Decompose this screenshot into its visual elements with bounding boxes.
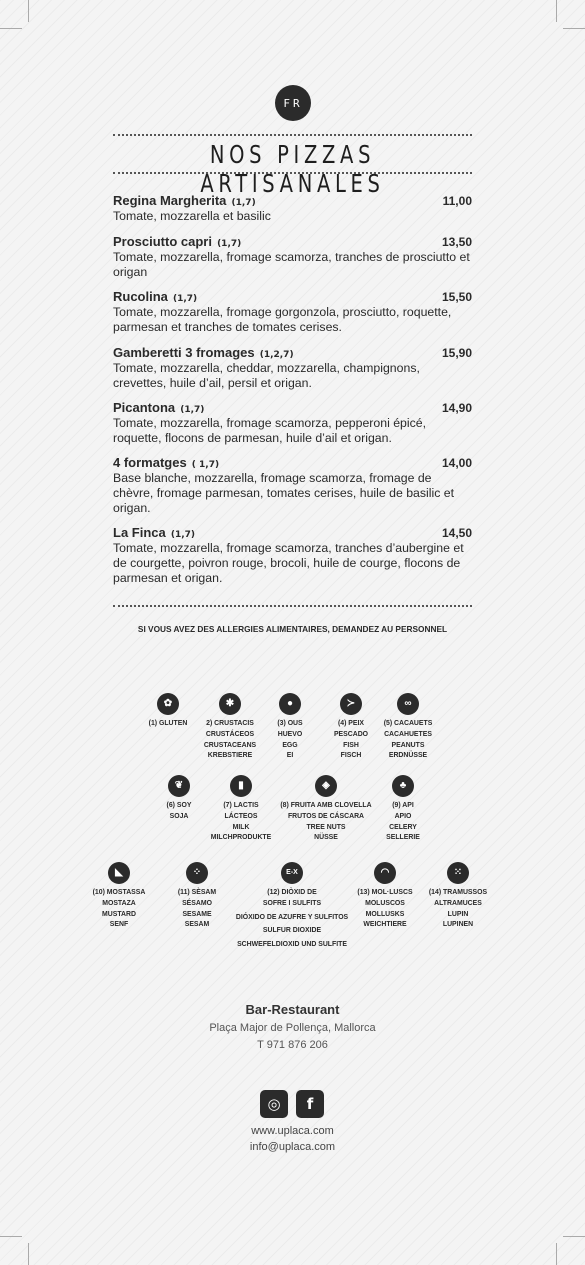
lupin-icon: ⁙ xyxy=(447,862,469,884)
allergen-fish: ≻ (4) PEIX PESCADO FISH FISCH xyxy=(296,693,406,762)
sulphite-icon: E-X xyxy=(281,862,303,884)
item-description: Tomate, mozzarella, fromage scamorza, tranches de prosciutto et origan xyxy=(113,250,470,279)
item-allergens: (1,7) xyxy=(170,530,196,540)
item-allergens: (1,7) xyxy=(231,198,256,208)
sesame-icon: ⁘ xyxy=(186,862,208,884)
item-allergens: ( 1,7) xyxy=(191,460,220,470)
website-link[interactable]: www.uplaca.com xyxy=(251,1125,334,1137)
celery-icon: ♣ xyxy=(392,775,414,797)
soy-icon: ❦ xyxy=(168,775,190,797)
item-allergens: (1,7) xyxy=(217,239,242,249)
crop-mark xyxy=(563,1236,585,1237)
fish-icon: ≻ xyxy=(340,693,362,715)
restaurant-name: Bar-Restaurant xyxy=(245,1002,340,1017)
item-name: Prosciutto capri xyxy=(113,234,212,249)
menu-item xyxy=(113,522,472,586)
item-description: Tomate, mozzarella, fromage scamorza, tranches d’aubergine et de courgette, poivron rouge, brocoli, huile de courge, flocons de parmesan et origan. xyxy=(113,541,464,585)
divider xyxy=(113,172,472,174)
instagram-icon[interactable]: ◎ xyxy=(260,1090,288,1118)
item-allergens: (1,2,7) xyxy=(259,350,294,360)
email-link[interactable]: info@uplaca.com xyxy=(249,1141,336,1153)
item-name: La Finca xyxy=(113,525,166,540)
allergen-tree-nuts: ◈ (8) FRUITA AMB CLOVELLA FRUTOS DE CÁSCARA TREE NUTS NÜSSE xyxy=(266,775,386,844)
allergen-peanuts: ∞ (5) CACAUETS CACAHUETES PEANUTS ERDNÜSSE xyxy=(353,693,463,762)
item-description: Tomate, mozzarella, fromage gorgonzola, prosciutto, roquette, parmesan et tranches de tomates cerises. xyxy=(113,305,452,334)
allergen-mustard: ◣ (10) MOSTASSA MOSTAZA MUSTARD SENF xyxy=(64,862,174,931)
mollusc-icon: ◠ xyxy=(374,862,396,884)
allergen-celery: ♣ (9) API APIO CELERY SELLERIE xyxy=(348,775,458,844)
item-name: Rucolina xyxy=(113,289,168,304)
allergen-lupin: ⁙ (14) TRAMUSSOS ALTRAMUCES LUPIN LUPINEN xyxy=(403,862,513,931)
menu-item xyxy=(113,452,472,516)
item-description: Tomate, mozzarella, fromage scamorza, pepperoni épicé, roquette, flocons de parmesan, huile d’ail et origan. xyxy=(113,416,427,445)
item-price: 14,00 xyxy=(441,456,472,470)
allergen-sulphites: E-X (12) DIÒXID DE SOFRE I SULFITS DIÓXIDO DE AZUFRE Y SULFITOS SULFUR DIOXIDE SCHWEFELDIOXID UND SULFITE xyxy=(222,862,362,951)
item-description: Tomate, mozzarella et basilic xyxy=(113,209,271,223)
milk-icon: ▮ xyxy=(230,775,252,797)
item-allergens: (1,7) xyxy=(180,405,205,415)
crop-mark xyxy=(556,0,557,22)
allergen-molluscs: ◠ (13) MOL·LUSCS MOLUSCOS MOLLUSKS WEICHTIERE xyxy=(330,862,440,931)
item-price: 14,50 xyxy=(441,526,472,540)
mustard-icon: ◣ xyxy=(108,862,130,884)
language-badge: FR xyxy=(275,85,311,121)
crop-mark xyxy=(563,28,585,29)
menu-item xyxy=(113,342,472,391)
item-price: 15,90 xyxy=(441,346,472,360)
egg-icon: ● xyxy=(279,693,301,715)
item-description: Tomate, mozzarella, cheddar, mozzarella, champignons, crevettes, huile d’ail, persil et origan. xyxy=(113,361,420,390)
address: Plaça Major de Pollença, Mallorca xyxy=(209,1022,376,1034)
page-title: NOS PIZZAS ARTISANALES xyxy=(200,140,385,198)
phone: T 971 876 206 xyxy=(257,1039,328,1051)
allergen-gluten: ✿ (1) GLUTEN xyxy=(113,693,223,730)
crop-mark xyxy=(0,1236,22,1237)
allergen-crustaceans: ✱ 2) CRUSTACIS CRUSTÁCEOS CRUSTACEANS KREBSTIERE xyxy=(175,693,285,762)
facebook-icon[interactable]: f xyxy=(296,1090,324,1118)
item-price: 14,90 xyxy=(441,401,472,415)
crop-mark xyxy=(556,1243,557,1265)
divider xyxy=(113,134,472,136)
menu-item xyxy=(113,231,472,280)
menu-item xyxy=(113,286,472,335)
item-name: Picantona xyxy=(113,400,176,415)
item-price: 15,50 xyxy=(441,290,472,304)
item-name: 4 formatges xyxy=(113,455,187,470)
peanut-icon: ∞ xyxy=(397,693,419,715)
allergen-sesame: ⁘ (11) SÈSAM SÉSAMO SESAME SESAM xyxy=(142,862,252,931)
item-price: 13,50 xyxy=(441,235,472,249)
social-links xyxy=(260,1090,324,1118)
item-allergens: (1,7) xyxy=(173,294,198,304)
menu-item xyxy=(113,397,472,446)
allergen-egg: ● (3) OUS HUEVO EGG EI xyxy=(235,693,345,762)
gluten-icon: ✿ xyxy=(157,693,179,715)
menu-item xyxy=(113,190,472,224)
item-description: Base blanche, mozzarella, fromage scamorza, fromage de chèvre, fromage parmesan, tomates cerises, huile de basilic et origan. xyxy=(113,471,455,515)
item-name: Regina Margherita xyxy=(113,193,227,208)
crop-mark xyxy=(28,1243,29,1265)
crop-mark xyxy=(0,28,22,29)
allergen-milk: ▮ (7) LACTIS LÁCTEOS MILK MILCHPRODUKTE xyxy=(186,775,296,844)
crab-icon: ✱ xyxy=(219,693,241,715)
item-name: Gamberetti 3 fromages xyxy=(113,345,255,360)
item-price: 11,00 xyxy=(442,194,472,208)
divider xyxy=(113,605,472,607)
allergy-note: SI VOUS AVEZ DES ALLERGIES ALIMENTAIRES, DEMANDEZ AU PERSONNEL xyxy=(137,624,448,634)
allergen-soy: ❦ (6) SOY SOJA xyxy=(124,775,234,823)
nut-icon: ◈ xyxy=(315,775,337,797)
crop-mark xyxy=(28,0,29,22)
